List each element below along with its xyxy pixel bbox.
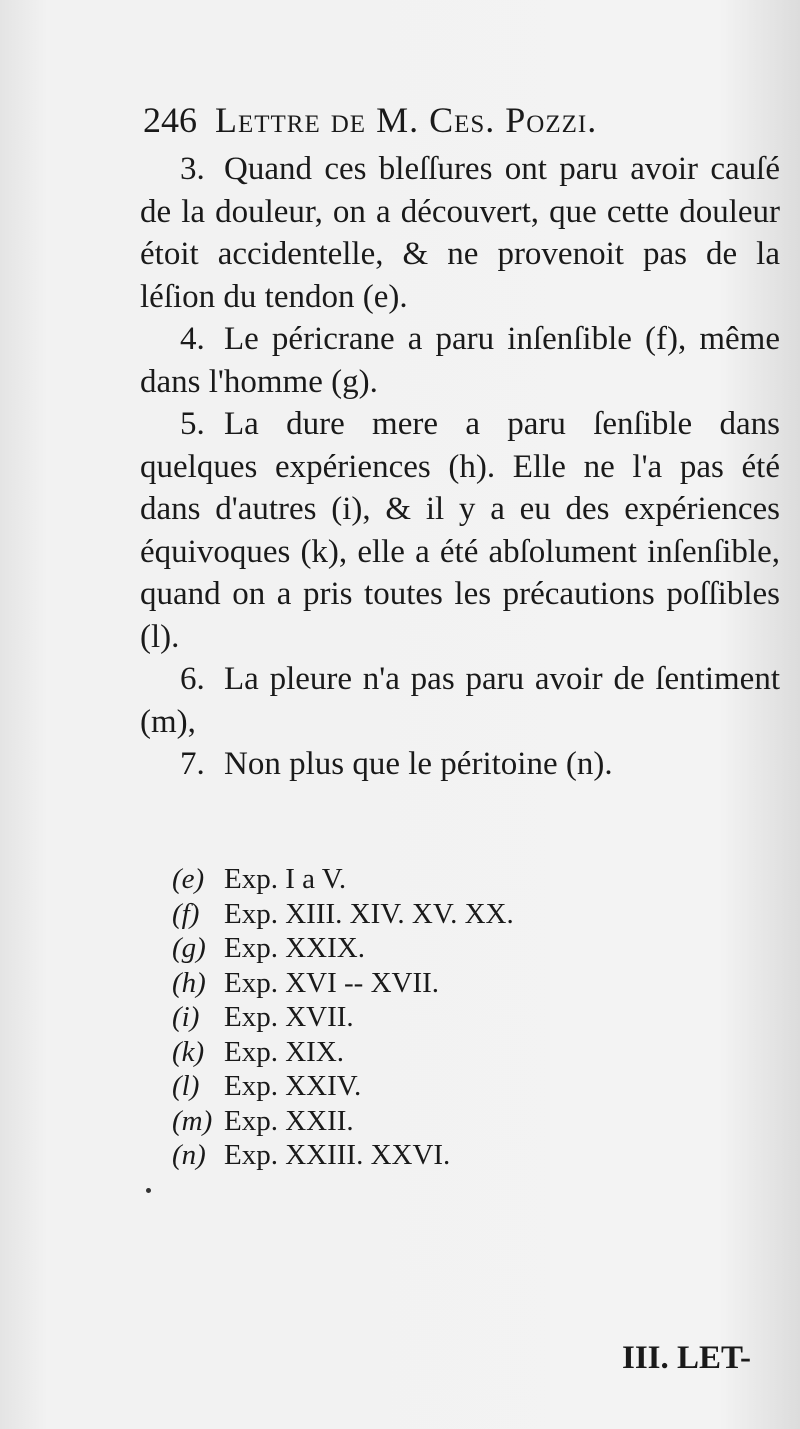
ink-speck (146, 1188, 151, 1193)
paragraph (140, 403, 780, 658)
paragraph-number: 7. (180, 746, 205, 782)
running-header (143, 98, 743, 142)
footnote-mark: (g) (172, 932, 206, 964)
page-number: 246 (143, 100, 197, 140)
footnote-text: Exp. XVII. (224, 1001, 354, 1033)
paragraph (140, 148, 780, 318)
paragraph (140, 658, 780, 743)
footnotes (172, 862, 692, 1173)
paragraph-number: 6. (180, 661, 205, 697)
footnote-text: Exp. XIX. (224, 1035, 345, 1068)
running-title: Lettre de M. Ces. Pozzi. (215, 100, 598, 140)
footnote (172, 897, 692, 932)
paragraph-number: 5. (180, 406, 205, 442)
footnote-mark: (n) (172, 1139, 206, 1171)
footnote (172, 1138, 692, 1173)
paragraph-text: Le péricrane a paru inſenſible (f), même dans l'homme (g). (140, 321, 780, 400)
catchword: III. LET- (622, 1340, 752, 1376)
footnote-text: Exp. XXIX. (224, 932, 365, 964)
footnote-mark: (h) (172, 966, 206, 999)
paragraph (140, 318, 780, 403)
footnote (172, 862, 692, 897)
footnote-text: Exp. I a V. (224, 863, 347, 895)
paragraph-text: La dure mere a paru ſenſible dans quelques expériences (h). Elle ne l'a pas été dans d'autres (i), & il y a eu des expériences équivoques (k), elle a été abſolument inſenſible, quand on a pris toutes les précautions poſſibles (l). (140, 406, 780, 655)
main-text (140, 148, 780, 786)
footnote (172, 966, 692, 1001)
footnote-text: Exp. XXIII. XXVI. (224, 1139, 451, 1171)
paragraph-text: Non plus que le péritoine (n). (224, 746, 613, 782)
paragraph (140, 743, 780, 786)
footnote (172, 931, 692, 966)
footnote (172, 1000, 692, 1035)
footnote-mark: (k) (172, 1035, 205, 1068)
footnote-mark: (f) (172, 897, 200, 930)
paragraph-text: Quand ces bleſſures ont paru avoir cauſé de la douleur, on a découvert, que cette douleur étoit accidentelle, & ne provenoit pas de la léſion du tendon (e). (140, 151, 780, 315)
footnote-mark: (i) (172, 1001, 200, 1033)
footnote-text: Exp. XVI -- XVII. (224, 966, 440, 999)
paragraph-number: 4. (180, 321, 205, 357)
footnote (172, 1035, 692, 1070)
footnote (172, 1104, 692, 1139)
footnote-text: Exp. XXII. (224, 1104, 354, 1137)
footnote-mark: (e) (172, 863, 205, 895)
paragraph-number: 3. (180, 151, 205, 187)
footnote (172, 1069, 692, 1104)
paragraph-text: La pleure n'a pas paru avoir de ſentiment (m), (140, 661, 780, 740)
footnote-text: Exp. XXIV. (224, 1070, 362, 1102)
footnote-mark: (m) (172, 1104, 213, 1137)
footnote-mark: (l) (172, 1070, 200, 1102)
footnote-text: Exp. XIII. XIV. XV. XX. (224, 897, 514, 930)
